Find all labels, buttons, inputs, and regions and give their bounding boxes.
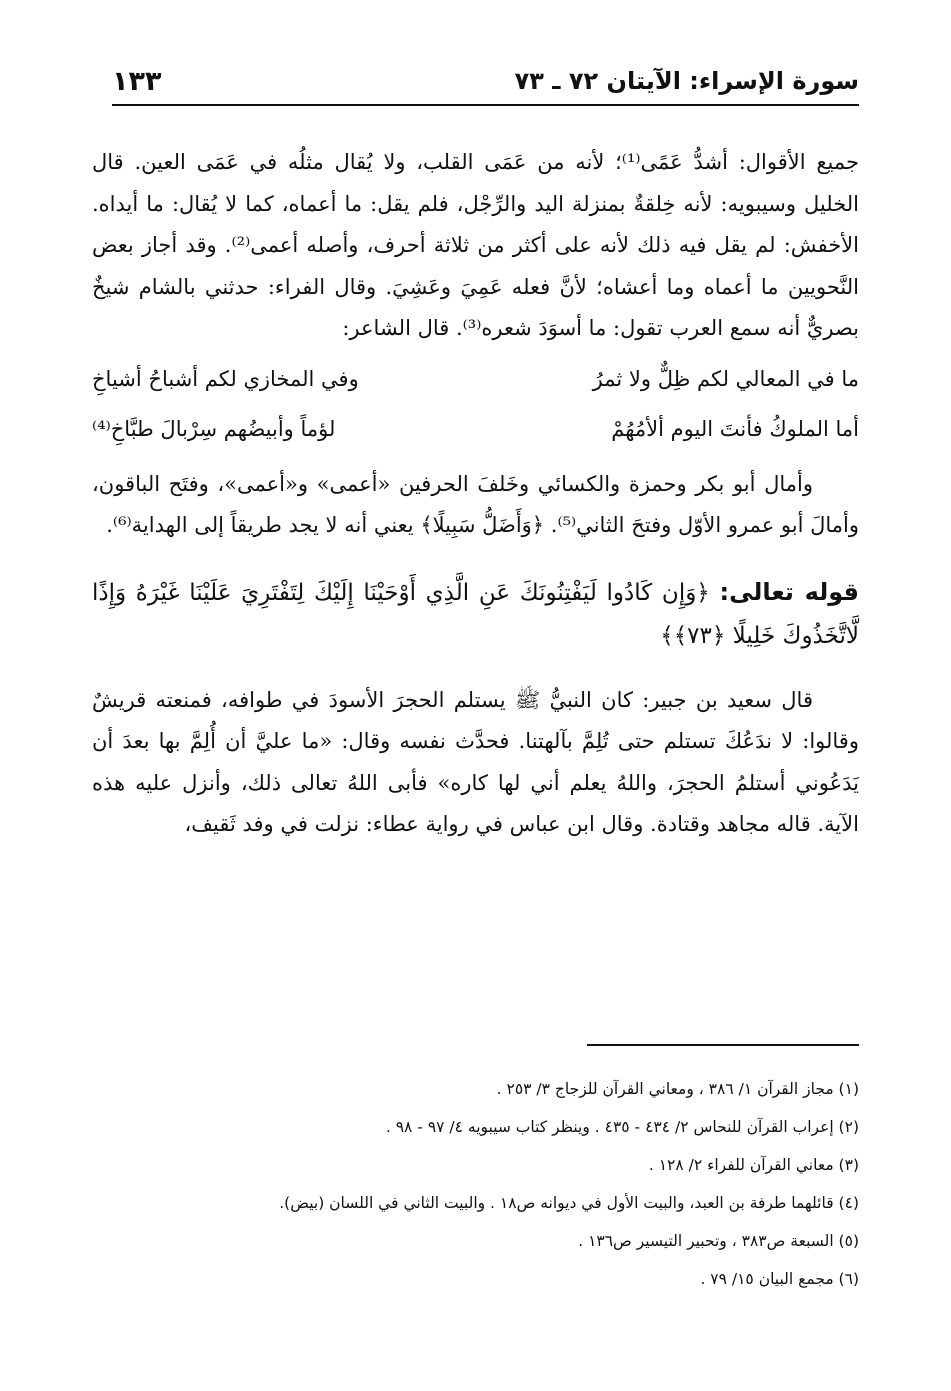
verse-1-first-hemistich: ما في المعالي لكم ظِلٌّ ولا ثمرُ [592,366,859,391]
verse-text: ﴿وَإِن كَادُوا لَيَفْتِنُونَكَ عَنِ الَّذِي أَوْحَيْنَا إِلَيْكَ لِتَفْتَرِيَ عَلَيْنَا غَيْرَهُ وَإِذًا لَّاتَّخَذُوكَ خَلِيلًا ﴿٧٣﴾﴾ [92,579,859,649]
footnote-4: (٤) قائلهما طرفة بن العبد، والبيت الأول في ديوانه ص١٨ . والبيت الثاني في اللسان (بيض). [279,1194,859,1212]
main-text [92,142,859,846]
footnote-6: (٦) مجمع البيان ١٥/ ٧٩ . [700,1270,859,1288]
quran-verse-heading [92,571,859,658]
verse-2-first-hemistich: أما الملوكُ فأنتَ اليوم ألأمُهُمْ [611,416,859,441]
verse-lead: قوله تعالى: [719,577,859,606]
page-number: ١٣٣ [112,65,162,97]
page-header [112,58,859,106]
paragraph-1: جميع الأقوال: أشدُّ عَمًى⁽¹⁾؛ لأنه من عَمَى القلب، ولا يُقال مثلُه في عَمَى العين. قال الخليل وسيبويه: لأنه خِلقةٌ بمنزلة اليد والرِّجْل، فلم يقل: ما أعماه، كما لا يُقال: ما أيداه. الأخفش: لم يقل فيه ذلك لأنه على أكثر من ثلاثة أحرف، وأصله أعمى⁽²⁾. وقد أجاز بعض النَّحويين ما أعماه وما أعشاه؛ لأنَّ فعله عَمِيَ وعَشِيَ. وقال الفراء: حدثني بالشام شيخٌ بصريٌّ أنه سمع العرب تقول: ما أسوَدَ شعره⁽³⁾. قال الشاعر: [92,150,859,340]
footnote-3: (٣) معاني القرآن للفراء ٢/ ١٢٨ . [648,1156,859,1174]
poem-verse-1 [92,354,859,404]
verse-1-second-hemistich: وفي المخازي لكم أشباحُ أشياخِ [92,366,359,391]
footnote-1: (١) مجاز القرآن ١/ ٣٨٦ ، ومعاني القرآن للزجاج ٣/ ٢٥٣ . [496,1080,859,1098]
footnotes [92,1070,859,1298]
running-title: سورة الإسراء: الآيتان ٧٢ ـ ٧٣ [514,67,859,95]
footnote-2: (٢) إعراب القرآن للنحاس ٢/ ٤٣٤ - ٤٣٥ . وينظر كتاب سيبويه ٤/ ٩٧ - ٩٨ . [385,1118,859,1136]
poem-verse-2 [92,404,859,454]
footnote-separator [587,1044,859,1046]
verse-2-second-hemistich: لؤماً وأبيضُهم سِرْبالَ طبَّاخِ⁽⁴⁾ [92,416,336,441]
paragraph-3: قال سعيد بن جبير: كان النبيُّ ﷺ يستلم الحجرَ الأسودَ في طوافه، فمنعته قريشٌ وقالوا: لا ندَعُكَ تستلم حتى تُلِمَّ بآلهتنا. فحدَّث نفسه وقال: «ما عليَّ أن أُلِمَّ بها بعدَ أن يَدَعُوني أستلمُ الحجرَ، واللهُ يعلم أني لها كاره» فأبى اللهُ تعالى ذلك، وأنزل عليه هذه الآية. قاله مجاهد وقتادة. وقال ابن عباس في رواية عطاء: نزلت في وفد ثَقيف، [92,687,859,836]
footnote-5: (٥) السبعة ص٣٨٣ ، وتحبير التيسير ص١٣٦ . [578,1232,859,1250]
paragraph-2: وأمال أبو بكر وحمزة والكسائي وخَلفَ الحرفين «أعمى» و«أعمى»، وفتَح الباقون، وأمالَ أبو عمرو الأوّل وفتحَ الثاني⁽⁵⁾. ﴿وَأَضَلُّ سَبِيلًا﴾ يعني أنه لا يجد طريقاً إلى الهداية⁽⁶⁾. [92,471,859,537]
